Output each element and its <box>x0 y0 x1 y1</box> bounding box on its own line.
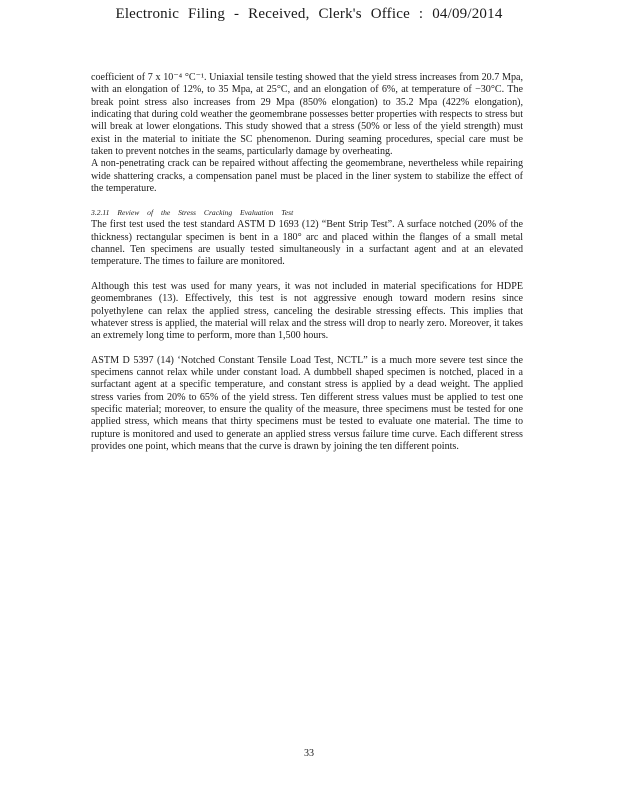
section-title: Review of the Stress Cracking Evaluation Test <box>117 208 294 218</box>
paragraph-gap <box>91 343 523 355</box>
paragraph-bent-strip-test: The first test used the test standard ASTM D 1693 (12) “Bent Strip Test”. A surface notched (20% of the thickness) rectangular specimen is bent in a 180° arc and placed within the flanges of a small metal channel. Ten specimens are usually tested simultaneously in a surfactant agent and at an elevated temperature. The times to failure are monitored. <box>91 219 523 268</box>
paragraph-gap <box>91 269 523 281</box>
document-body <box>91 72 523 453</box>
filing-header: Electronic Filing - Received, Clerk's Office : 04/09/2014 <box>115 6 503 22</box>
section-heading <box>91 207 523 219</box>
paragraph-crack-repair: A non-penetrating crack can be repaired without affecting the geomembrane, nevertheless while repairing wide shattering cracks, a compensation panel must be placed in the liner system to stabilize the effect of the temperature. <box>91 158 523 195</box>
paragraph-bent-strip-limitations: Although this test was used for many years, it was not included in material specifications for HDPE geomembranes (13). Effectively, this test is not aggressive enough toward modern resins since polyethylene can relax the applied stress, canceling the desirable stressing effects. This implies that whatever stress is applied, the material will relax and the stress will drop to nearly zero. Moreover, it takes an extremely long time to perform, more than 1,500 hours. <box>91 280 523 342</box>
section-number: 3.2.11 <box>91 208 110 218</box>
paragraph-thermal-tensile: coefficient of 7 x 10⁻⁴ °C⁻¹. Uniaxial tensile testing showed that the yield stress increases from 20.7 Mpa, with an elongation of 12%, to 35 Mpa, at 25°C, and an elongation of 6%, at temperature of −30°C. The break point stress also increases from 29 Mpa (850% elongation) to 35.2 Mpa (422% elongation), indicating that during cold weather the geomembrane possesses better properties with respects to stress but will break at lower elongations. This study showed that a stress (50% or less of the yield strength) must exist in the material to initiate the SC phenomenon. During seaming procedures, special care must be taken to prevent notches in the seams, particularly damage by overheating. <box>91 72 523 158</box>
section-gap <box>91 195 523 207</box>
page-number: 33 <box>304 748 314 759</box>
paragraph-nctl-test: ASTM D 5397 (14) ‘Notched Constant Tensile Load Test, NCTL” is a much more severe test since the specimens cannot relax while under constant load. A dumbbell shaped specimen is notched, placed in a surfactant agent at a specific temperature, and constant stress is applied by a dead weight. The applied stress varies from 20% to 65% of the yield stress. Ten different stress values must be applied to test one specific material; moreover, to ensure the quality of the measure, three specimens must be tested for one applied stress, which means that thirty specimens must be tested to evaluate one material. The time to rupture is monitored and used to generate an applied stress versus failure time curve. Each different stress provides one point, which means that the curve is drawn by joining the ten different points. <box>91 354 523 452</box>
